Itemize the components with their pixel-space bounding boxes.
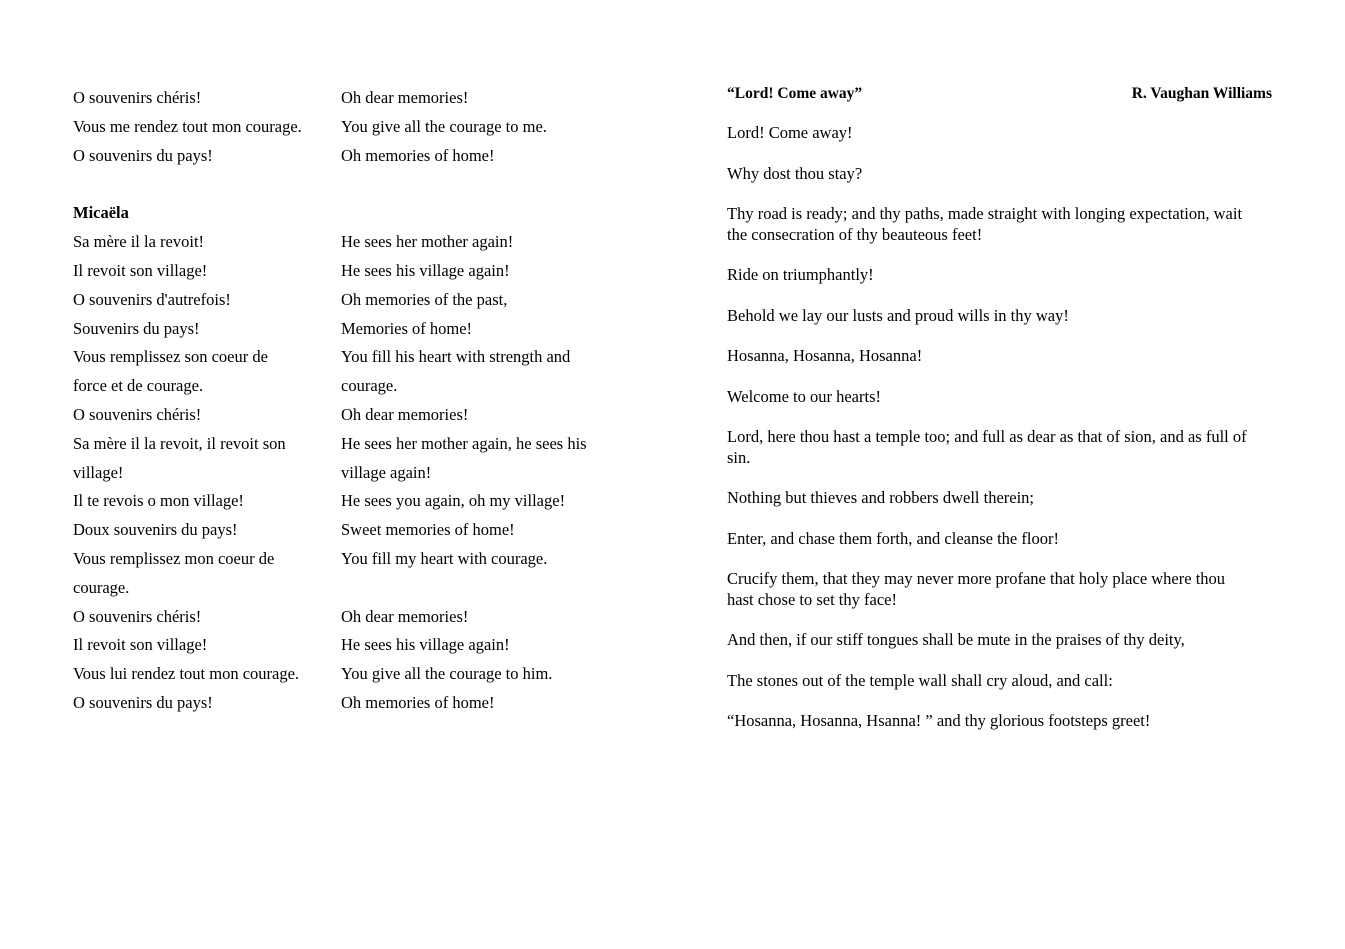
english-text: Memories of home! — [341, 318, 473, 338]
english-text: You give all the courage to me. — [341, 116, 547, 136]
lyric-line: Ride on triumphantly! — [727, 265, 874, 284]
lyric-line: “Hosanna, Hosanna, Hsanna! ” and thy glorious footsteps greet! — [727, 711, 1151, 730]
table-row — [73, 286, 633, 315]
table-row — [73, 574, 633, 603]
table-row — [73, 631, 633, 660]
french-text: Il revoit son village! — [73, 260, 208, 280]
french-text: Sa mère il la revoit! — [73, 232, 205, 252]
table-row — [73, 228, 633, 257]
french-text: courage. — [73, 577, 130, 597]
french-text: O souvenirs d'autrefois! — [73, 289, 231, 309]
french-text: Vous remplissez mon coeur de — [73, 548, 275, 568]
translation-table-intro — [73, 84, 633, 170]
french-text: O souvenirs chéris! — [73, 404, 202, 424]
french-text: Vous remplissez son coeur de — [73, 347, 268, 367]
french-text: Sa mère il la revoit, il revoit son — [73, 433, 286, 453]
lyric-line: Enter, and chase them forth, and cleanse the floor! — [727, 528, 1059, 548]
table-row — [73, 84, 633, 113]
english-text — [341, 574, 609, 603]
table-row — [73, 689, 633, 718]
french-text: force et de courage. — [73, 376, 204, 396]
english-text: He sees her mother again! — [341, 232, 514, 252]
lyric-line: And then, if our stiff tongues shall be mute in the praises of thy deity, — [727, 630, 1185, 649]
table-row — [73, 603, 633, 632]
lyric-line: Nothing but thieves and robbers dwell therein; — [727, 488, 1035, 507]
table-row — [73, 516, 633, 545]
table-row — [73, 430, 633, 459]
right-page — [727, 84, 1272, 752]
table-row — [73, 113, 633, 142]
french-text: O souvenirs chéris! — [73, 606, 202, 626]
spacer — [73, 170, 633, 199]
song-title: “Lord! Come away” — [727, 85, 863, 102]
composer-name: R. Vaughan Williams — [1131, 85, 1272, 102]
french-text: Il revoit son village! — [73, 635, 208, 655]
table-row — [73, 459, 633, 488]
english-text: Sweet memories of home! — [341, 520, 515, 540]
translation-table-micaela — [73, 228, 633, 718]
english-text: Oh memories of home! — [341, 692, 495, 712]
song-header — [727, 84, 1272, 104]
table-row — [73, 487, 633, 516]
english-text: He sees you again, oh my village! — [341, 491, 566, 511]
french-text: Doux souvenirs du pays! — [73, 520, 238, 540]
english-text: Oh memories of the past, — [341, 289, 508, 309]
lyric-line: Behold we lay our lusts and proud wills in thy way! — [727, 305, 1069, 325]
english-text: He sees her mother again, he sees his — [341, 433, 587, 453]
english-text: Oh memories of home! — [341, 145, 495, 165]
english-text: He sees his village again! — [341, 260, 510, 280]
left-page — [73, 84, 633, 718]
english-text: courage. — [341, 376, 398, 396]
english-text: Oh dear memories! — [341, 404, 469, 424]
english-text: You give all the courage to him. — [341, 664, 553, 684]
lyric-line: The stones out of the temple wall shall cry aloud, and call: — [727, 670, 1113, 690]
lyric-line: Lord, here thou hast a temple too; and full as dear as that of sion, and as full of sin. — [727, 427, 1247, 467]
french-text: Souvenirs du pays! — [73, 318, 200, 338]
lyric-line: Welcome to our hearts! — [727, 386, 881, 406]
lyric-line: Crucify them, that they may never more profane that holy place where thou hast chose to set thy face! — [727, 569, 1226, 609]
french-text: Vous lui rendez tout mon courage. — [73, 664, 300, 684]
french-text: village! — [73, 462, 124, 482]
table-row — [73, 257, 633, 286]
english-text: Oh dear memories! — [341, 88, 469, 107]
lyric-line: Why dost thou stay? — [727, 163, 863, 183]
french-text: O souvenirs du pays! — [73, 145, 213, 165]
song-lyrics — [727, 123, 1272, 732]
table-row — [73, 660, 633, 689]
english-text: village again! — [341, 462, 432, 482]
table-row — [73, 315, 633, 344]
english-text: Oh dear memories! — [341, 606, 469, 626]
table-row — [73, 142, 633, 171]
french-text: O souvenirs chéris! — [73, 88, 202, 107]
english-text: He sees his village again! — [341, 635, 510, 655]
french-text: Il te revois o mon village! — [73, 491, 244, 511]
section-heading-micaela: Micaëla — [73, 203, 129, 223]
table-row — [73, 401, 633, 430]
table-row — [73, 372, 633, 401]
lyric-line: Lord! Come away! — [727, 123, 853, 142]
lyric-line: Hosanna, Hosanna, Hosanna! — [727, 346, 923, 365]
french-text: Vous me rendez tout mon courage. — [73, 116, 302, 136]
english-text: You fill his heart with strength and — [341, 347, 571, 367]
table-row — [73, 545, 633, 574]
english-text: You fill my heart with courage. — [341, 548, 548, 568]
table-row — [73, 343, 633, 372]
lyric-line: Thy road is ready; and thy paths, made straight with longing expectation, wait the consecration of thy beauteous feet! — [727, 204, 1243, 244]
french-text: O souvenirs du pays! — [73, 692, 213, 712]
